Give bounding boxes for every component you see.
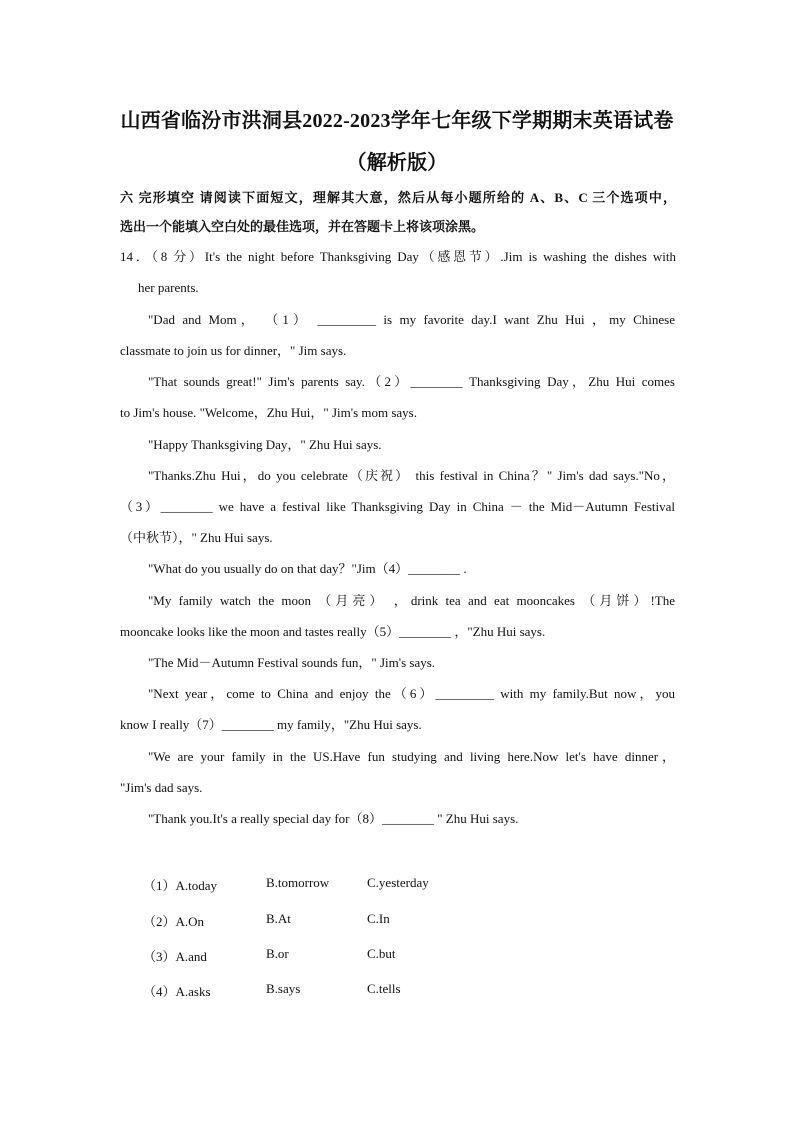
passage-line: "Happy Thanksgiving Day，" Zhu Hui says.	[148, 437, 382, 452]
option-c: C.yesterday	[367, 875, 429, 890]
question-header-line2: her parents.	[138, 280, 199, 295]
option-b: B.says	[266, 981, 301, 996]
passage-line: to Jim's house. "Welcome，Zhu Hui，" Jim's mom says.	[120, 405, 417, 420]
exam-title-line2: （解析版）	[346, 152, 448, 174]
option-c: C.tells	[367, 981, 401, 996]
passage-line: "The Mid－Autumn Festival sounds fun，" Jim's says.	[148, 655, 436, 670]
option-a: （1）A.today	[143, 878, 218, 893]
option-a: （4）A.asks	[143, 984, 211, 999]
section-instruction-line2: 选出一个能填入空白处的最佳选项，并在答题卡上将该项涂黑。	[120, 219, 485, 234]
passage-line: （3）________ we have a festival like Thanksgiving Day in China － the Mid－Autumn Festival	[120, 499, 675, 514]
passage-line: "What do you usually do on that day？"Jim（4）________ .	[148, 561, 467, 576]
passage-line: "Thank you.It's a really special day for（8）________ " Zhu Hui says.	[148, 811, 519, 826]
passage-line: "That sounds great!" Jim's parents say.（2）________ Thanksgiving Day，Zhu Hui comes	[148, 374, 675, 389]
passage-line: （中秋节），" Zhu Hui says.	[120, 530, 273, 545]
passage-line: know I really（7）________ my family，"Zhu Hui says.	[120, 717, 422, 732]
option-a: （3）A.and	[143, 949, 207, 964]
option-b: B.or	[266, 946, 289, 961]
passage-line: "We are your family in the US.Have fun studying and living here.Now let's have dinner，	[148, 749, 675, 764]
option-c: C.but	[367, 946, 396, 961]
option-b: B.At	[266, 911, 291, 926]
passage-line: "Jim's dad says.	[120, 780, 203, 795]
question-header-line1: 14．（8 分）It's the night before Thanksgiving Day（感恩节）.Jim is washing the dishes with	[120, 249, 676, 264]
passage-line: mooncake looks like the moon and tastes really（5）________ ，"Zhu Hui says.	[120, 624, 546, 639]
passage-line: "My family watch the moon （月亮） ，drink tea and eat mooncakes （月饼）!The	[148, 593, 675, 608]
passage-line: "Next year，come to China and enjoy the（6）_________ with my family.But now，you	[148, 686, 675, 701]
passage-line: classmate to join us for dinner，" Jim says.	[120, 343, 347, 358]
option-b: B.tomorrow	[266, 875, 330, 890]
option-a: （2）A.On	[143, 914, 205, 929]
passage-line: "Dad and Mom， （1） _________ is my favorite day.I want Zhu Hui ，my Chinese	[148, 312, 675, 327]
passage-line: "Thanks.Zhu Hui，do you celebrate（庆祝） this festival in China？" Jim's dad says."No，	[148, 468, 675, 483]
exam-title-line1: 山西省临汾市洪洞县2022-2023学年七年级下学期期末英语试卷	[120, 110, 674, 132]
option-c: C.In	[367, 911, 390, 926]
section-instruction-line1: 六 完形填空 请阅读下面短文，理解其大意，然后从每小题所给的 A、B、C 三个选项中，	[120, 190, 676, 205]
